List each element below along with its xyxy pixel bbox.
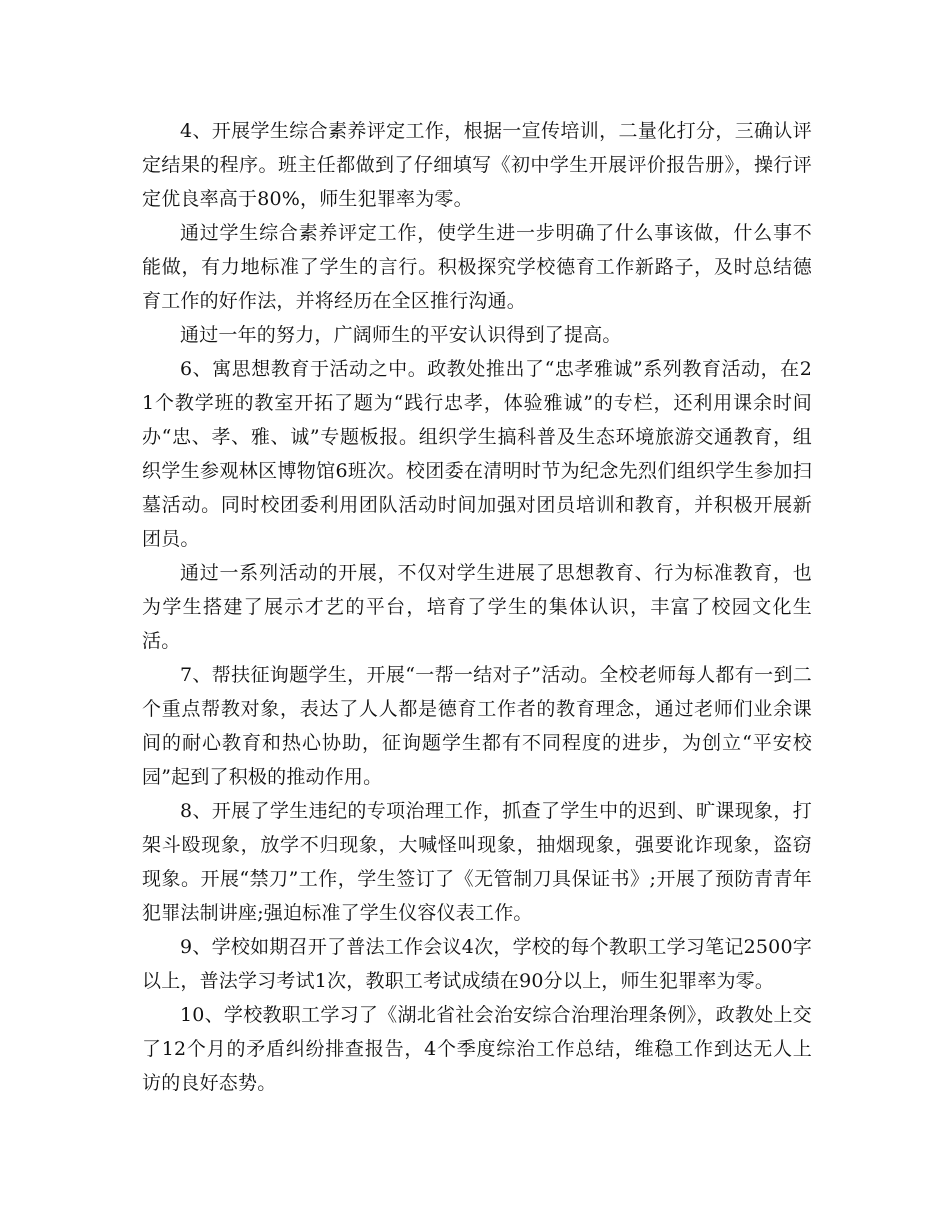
document-body [142,114,812,1100]
paragraph-9-law-education: 9、学校如期召开了普法工作会议4次，学校的每个教职工学习笔记2500字以上，普法学习考试1次，教职工考试成绩在90分以上，师生犯罪率为零。 [142,936,812,992]
paragraph-6-activities: 6、寓思想教育于活动之中。政教处推出了“忠孝雅诚”系列教育活动，在21个教学班的教室开拓了题为“践行忠孝，体验雅诚”的专栏，还利用课余时间办“忠、孝、雅、诚”专题板报。组织学生搞科普及生态环境旅游交通教育，组织学生参观林区博物馆6班次。校团委在清明时节为纪念先烈们组织学生参加扫墓活动。同时校团委利用团队活动时间加强对团员培训和教育，并积极开展新团员。 [142,358,812,550]
paragraph-safety-awareness: 通过一年的努力，广阔师生的平安认识得到了提高。 [180,324,622,346]
paragraph-10-staff-study: 10、学校教职工学习了《湖北省社会治安综合治理治理条例》，政教处上交了12个月的矛盾纠纷排查报告，4个季度综治工作总结，维稳工作到达无人上访的良好态势。 [142,1004,812,1094]
paragraph-7-mentoring: 7、帮扶征询题学生，开展“一帮一结对子”活动。全校老师每人都有一到二个重点帮教对象，表达了人人都是德育工作者的教育理念，通过老师们业余课间的耐心教育和热心协助，征询题学生都有不同程度的进步，为创立“平安校园”起到了积极的推动作用。 [142,664,812,788]
paragraph-4-evaluation: 4、开展学生综合素养评定工作，根据一宣传培训，二量化打分，三确认评定结果的程序。班主任都做到了仔细填写《初中学生开展评价报告册》，操行评定优良率高于80%，师生犯罪率为零。 [142,120,812,210]
paragraph-activities-effect: 通过一系列活动的开展，不仅对学生进展了思想教育、行为标准教育，也为学生搭建了展示才艺的平台，培育了学生的集体认识，丰富了校园文化生活。 [142,562,812,652]
paragraph-evaluation-effect: 通过学生综合素养评定工作，使学生进一步明确了什么事该做，什么事不能做，有力地标准了学生的言行。积极探究学校德育工作新路子，及时总结德育工作的好作法，并将经历在全区推行沟通。 [142,222,812,312]
paragraph-8-discipline: 8、开展了学生违纪的专项治理工作，抓查了学生中的迟到、旷课现象，打架斗殴现象，放学不归现象，大喊怪叫现象，抽烟现象，强要讹诈现象，盗窃现象。开展“禁刀”工作，学生签订了《无管制刀具保证书》;开展了预防青青年犯罪法制讲座;强迫标准了学生仪容仪表工作。 [142,800,812,924]
